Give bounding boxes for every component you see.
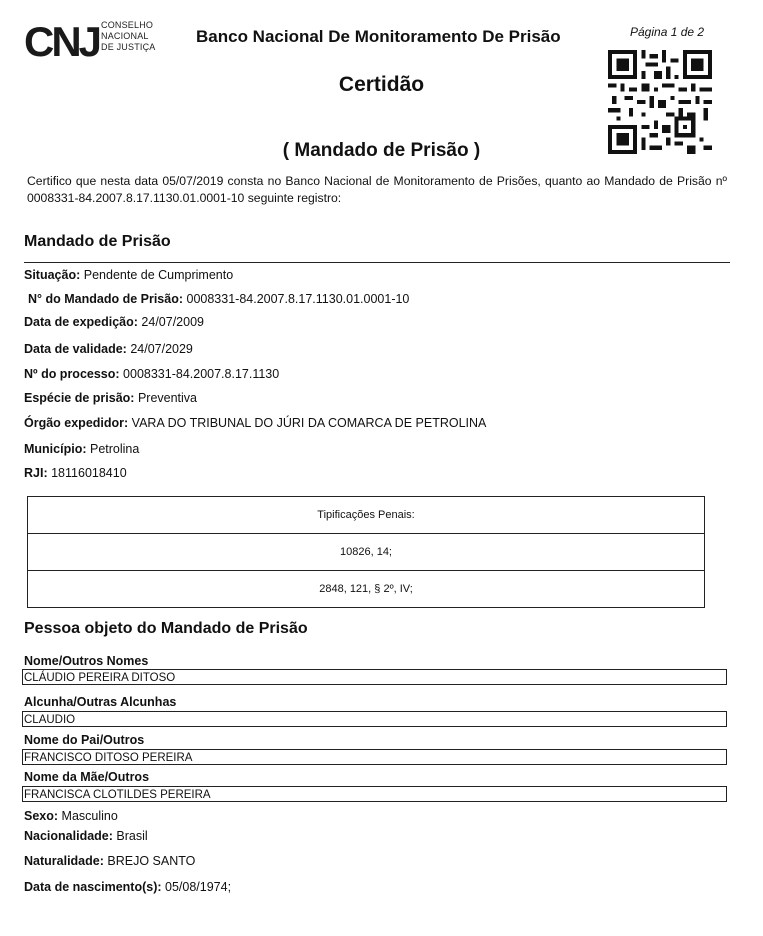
certificate-title-text: Certidão [338,73,425,96]
field-label: Data de expedição: [24,315,138,329]
field-data-nascimento [24,880,231,894]
field-value: 18116018410 [51,466,127,480]
field-rji [24,466,127,480]
field-value: 24/07/2009 [141,315,204,329]
section-divider [24,262,730,263]
field-value: VARA DO TRIBUNAL DO JÚRI DA COMARCA DE PETROLINA [131,416,487,430]
field-value: Petrolina [89,442,140,456]
field-value: 05/08/1974; [165,880,232,894]
field-label: Sexo: [24,809,59,823]
qr-code [608,50,712,154]
table-row [28,571,705,608]
logo-line: DE JUSTIÇA [101,42,156,52]
logo-caption [101,20,156,53]
table-cell: 10826, 14; [28,534,705,571]
tipificacoes-table [27,496,705,608]
field-label: Nacionalidade: [24,829,113,843]
page-number: Página 1 de 2 [630,25,705,39]
logo-line: NACIONAL [101,31,149,41]
field-orgao-expedidor [24,416,486,430]
field-value: Masculino [61,809,118,823]
field-label: Data de nascimento(s): [24,880,162,894]
field-especie-prisao [24,391,197,405]
field-nacionalidade [24,829,148,843]
field-data-expedicao [24,315,204,329]
field-label: RJI: [24,466,48,480]
field-value: Brasil [116,829,148,843]
certificate-title [0,73,763,97]
field-municipio [24,442,139,456]
bank-title: Banco Nacional De Monitoramento De Prisão [196,27,561,46]
label-mae: Nome da Mãe/Outros [24,770,150,784]
field-label: Situação: [24,268,81,282]
value-alcunha: CLAUDIO [22,711,727,727]
field-naturalidade [24,854,195,868]
field-sexo [24,809,118,823]
field-label: Nº do processo: [24,367,120,381]
field-numero-processo [24,367,279,381]
field-label: N° do Mandado de Prisão: [28,292,184,306]
table-row [28,534,705,571]
field-data-validade [24,342,193,356]
table-header-cell: Tipificações Penais: [28,497,705,534]
field-label: Espécie de prisão: [24,391,135,405]
field-value: Pendente de Cumprimento [83,268,234,282]
label-nome: Nome/Outros Nomes [24,654,149,668]
label-alcunha: Alcunha/Outras Alcunhas [24,695,177,709]
logo-line: CONSELHO [101,20,154,30]
field-label: Data de validade: [24,342,127,356]
warrant-section-title: Mandado de Prisão [24,233,171,250]
field-label: Naturalidade: [24,854,104,868]
field-value: 24/07/2029 [130,342,193,356]
value-mae: FRANCISCA CLOTILDES PEREIRA [22,786,727,802]
field-label: Órgão expedidor: [24,416,129,430]
table-row [28,497,705,534]
field-numero-mandado [28,292,409,306]
field-value: 0008331-84.2007.8.17.1130 [123,367,280,381]
field-value: BREJO SANTO [107,854,196,868]
intro-paragraph: Certifico que nesta data 05/07/2019 consta no Banco Nacional de Monitoramento de Prisões, quanto ao Mandado de Prisão nº 0008331-84.2007.8.17.1130.01.0001-10 seguinte registro: [27,174,727,205]
value-nome: CLÁUDIO PEREIRA DITOSO [22,669,727,685]
field-value: Preventiva [137,391,198,405]
value-pai: FRANCISCO DITOSO PEREIRA [22,749,727,765]
field-label: Município: [24,442,87,456]
field-value: 0008331-84.2007.8.17.1130.01.0001-10 [186,292,410,306]
field-situacao [24,268,233,282]
label-pai: Nome do Pai/Outros [24,733,145,747]
logo-letters: CNJ [24,18,100,62]
document-subtitle: ( Mandado de Prisão ) [282,140,481,161]
person-section-title: Pessoa objeto do Mandado de Prisão [24,620,308,637]
table-cell: 2848, 121, § 2º, IV; [28,571,705,608]
